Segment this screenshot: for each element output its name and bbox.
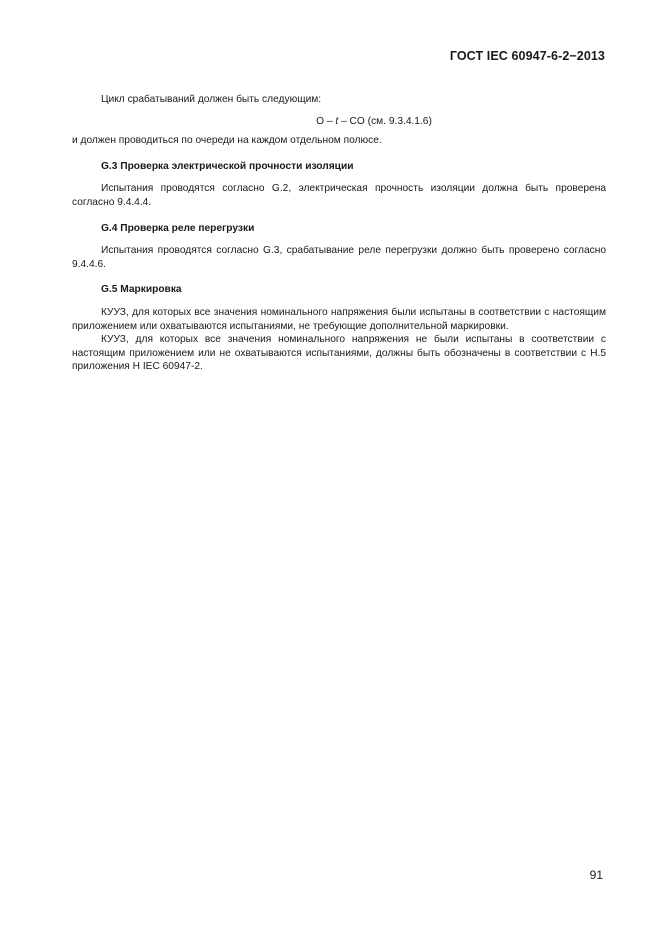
section-g3-paragraph: Испытания проводятся согласно G.2, электрическая прочность изоляции должна быть проверена согласно 9.4.4.4. [72,183,606,208]
cycle-note-text: и должен проводиться по очереди на каждом отдельном полюсе. [72,135,382,147]
page-body [72,93,606,374]
section-heading-g3: G.3 Проверка электрической прочности изоляции [101,160,354,172]
formula-variable: t [335,115,339,127]
formula-suffix: – CO (см. 9.3.4.1.6) [338,115,432,127]
operating-cycle-formula [72,115,606,129]
section-g4-paragraph: Испытания проводятся согласно G.3, срабатывание реле перегрузки должно быть проверено согласно 9.4.4.6. [72,245,606,270]
page-number: 91 [589,868,603,882]
section-heading-g5: G.5 Маркировка [101,284,182,296]
section-heading-g4: G.4 Проверка реле перегрузки [101,222,255,234]
section-g5-paragraph-2: КУУЗ, для которых все значения номинального напряжения не были испытаны в соответствии с настоящим приложением или не охватываются испытаниями, должны быть обозначены в соответствии с H.5 приложения H IEC 60947-2. [72,334,606,373]
cycle-intro-text: Цикл срабатываний должен быть следующим: [101,94,322,105]
formula-prefix: O – [316,115,336,127]
document-standard-header: ГОСТ IEC 60947-6-2−2013 [449,49,605,63]
section-g5-paragraph-1: КУУЗ, для которых все значения номинального напряжения были испытаны в соответствии с настоящим приложением или охватываются испытаниями, не требующие дополнительной маркировки. [72,306,606,332]
